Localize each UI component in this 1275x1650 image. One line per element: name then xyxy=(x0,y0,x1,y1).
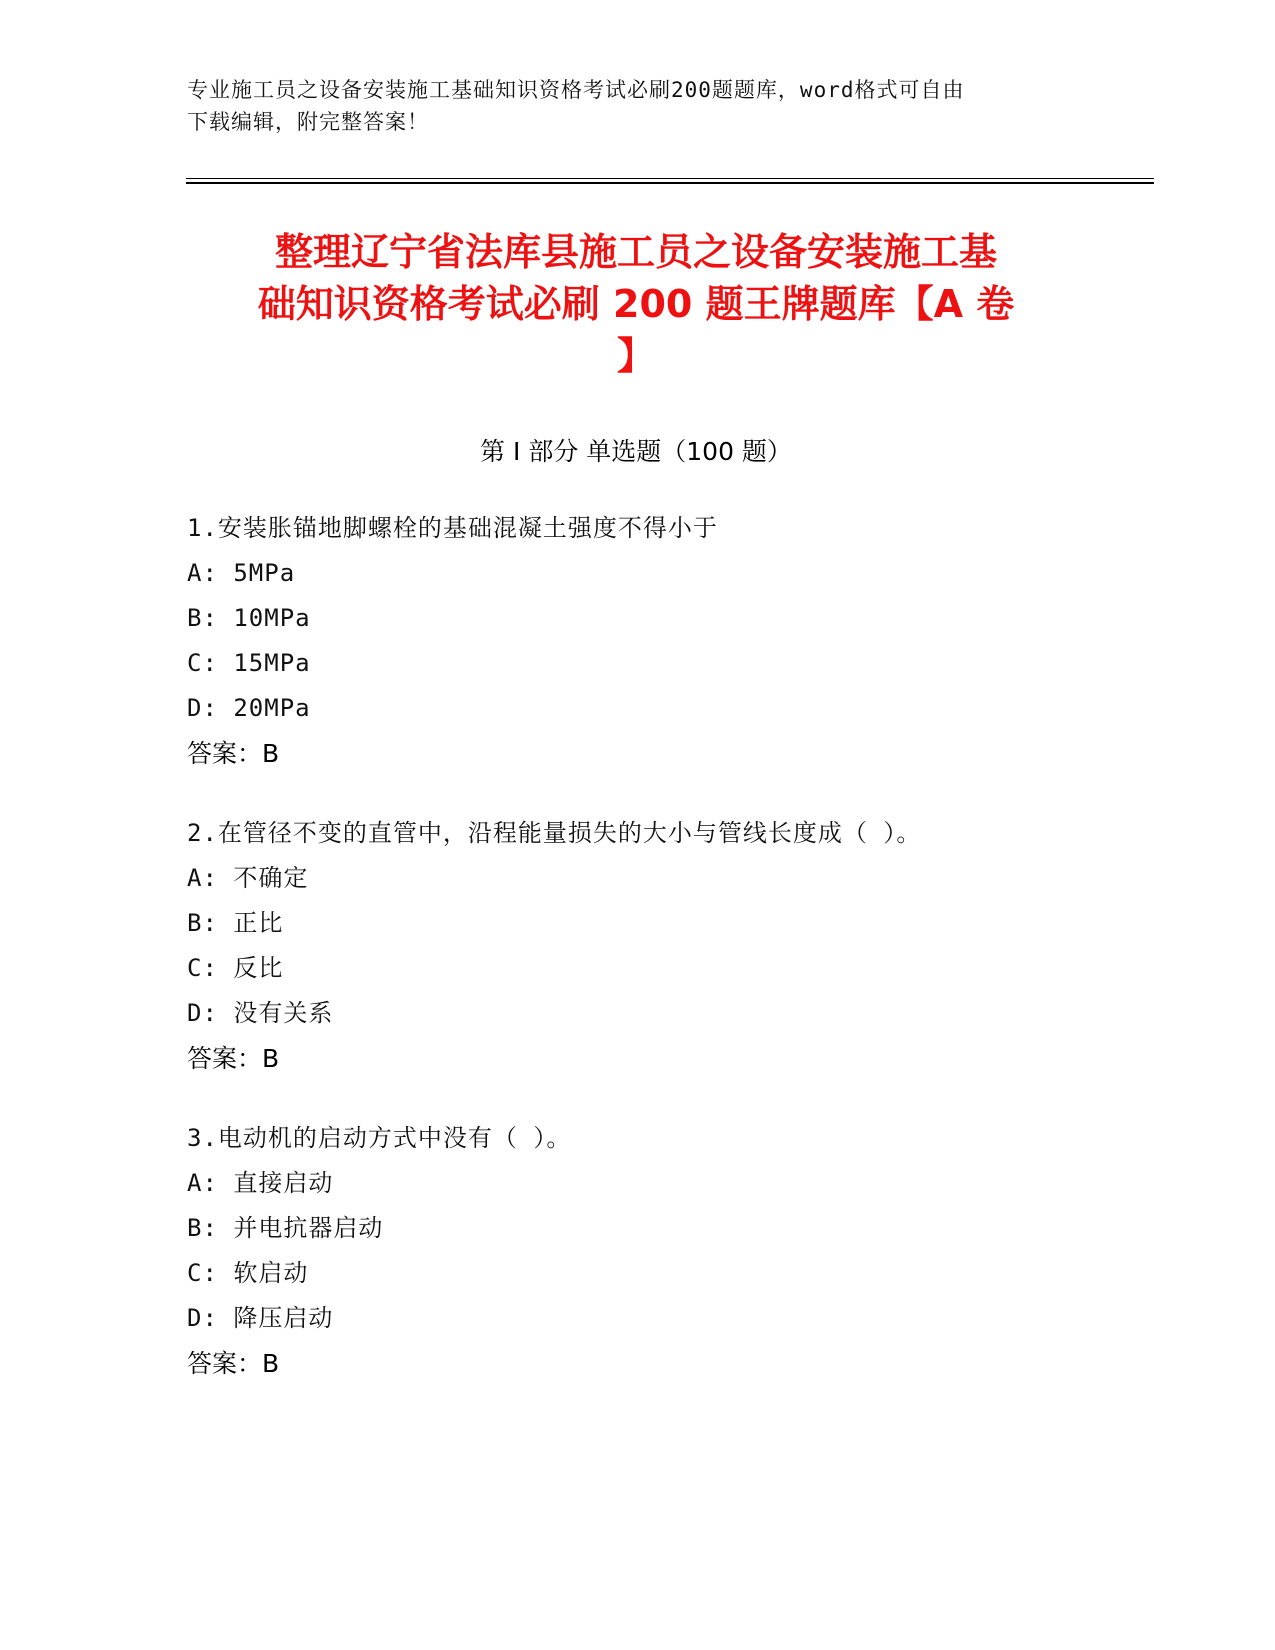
option-b: B: 并电抗器启动 xyxy=(187,1214,384,1242)
document-title xyxy=(186,226,1086,382)
option-c: C: 反比 xyxy=(187,954,284,982)
title-line-2: 础知识资格考试必刷 200 题王牌题库【A 卷 xyxy=(257,282,1015,326)
option-d: D: 降压启动 xyxy=(187,1304,334,1332)
intro-line-2: 下载编辑，附完整答案！ xyxy=(187,110,429,134)
option-d: D: 20MPa xyxy=(187,694,311,722)
option-d: D: 没有关系 xyxy=(187,999,334,1027)
question-stem: 2.在管径不变的直管中，沿程能量损失的大小与管线长度成（ ）。 xyxy=(187,819,922,847)
header-divider-thin xyxy=(186,178,1154,179)
option-b: B: 10MPa xyxy=(187,604,311,632)
option-a: A: 5MPa xyxy=(187,559,296,587)
option-c: C: 软启动 xyxy=(187,1259,309,1287)
document-intro xyxy=(187,74,1087,138)
option-a: A: 直接启动 xyxy=(187,1169,334,1197)
header-divider-thick xyxy=(186,182,1154,184)
title-line-3: 】 xyxy=(616,334,655,378)
question-2 xyxy=(187,811,1147,1081)
answer-line: 答案：B xyxy=(187,739,280,768)
question-1 xyxy=(187,506,1147,776)
section-heading: 第 I 部分 单选题（100 题） xyxy=(480,437,792,466)
question-stem: 3.电动机的启动方式中没有（ ）。 xyxy=(187,1124,572,1152)
intro-line-1: 专业施工员之设备安装施工基础知识资格考试必刷200题题库，word格式可自由 xyxy=(187,78,965,102)
question-stem: 1.安装胀锚地脚螺栓的基础混凝土强度不得小于 xyxy=(187,514,718,542)
answer-line: 答案：B xyxy=(187,1044,280,1073)
answer-line: 答案：B xyxy=(187,1349,280,1378)
question-3 xyxy=(187,1116,1147,1386)
option-b: B: 正比 xyxy=(187,909,284,937)
option-a: A: 不确定 xyxy=(187,864,309,892)
option-c: C: 15MPa xyxy=(187,649,311,677)
title-line-1: 整理辽宁省法库县施工员之设备安装施工基 xyxy=(274,230,997,274)
